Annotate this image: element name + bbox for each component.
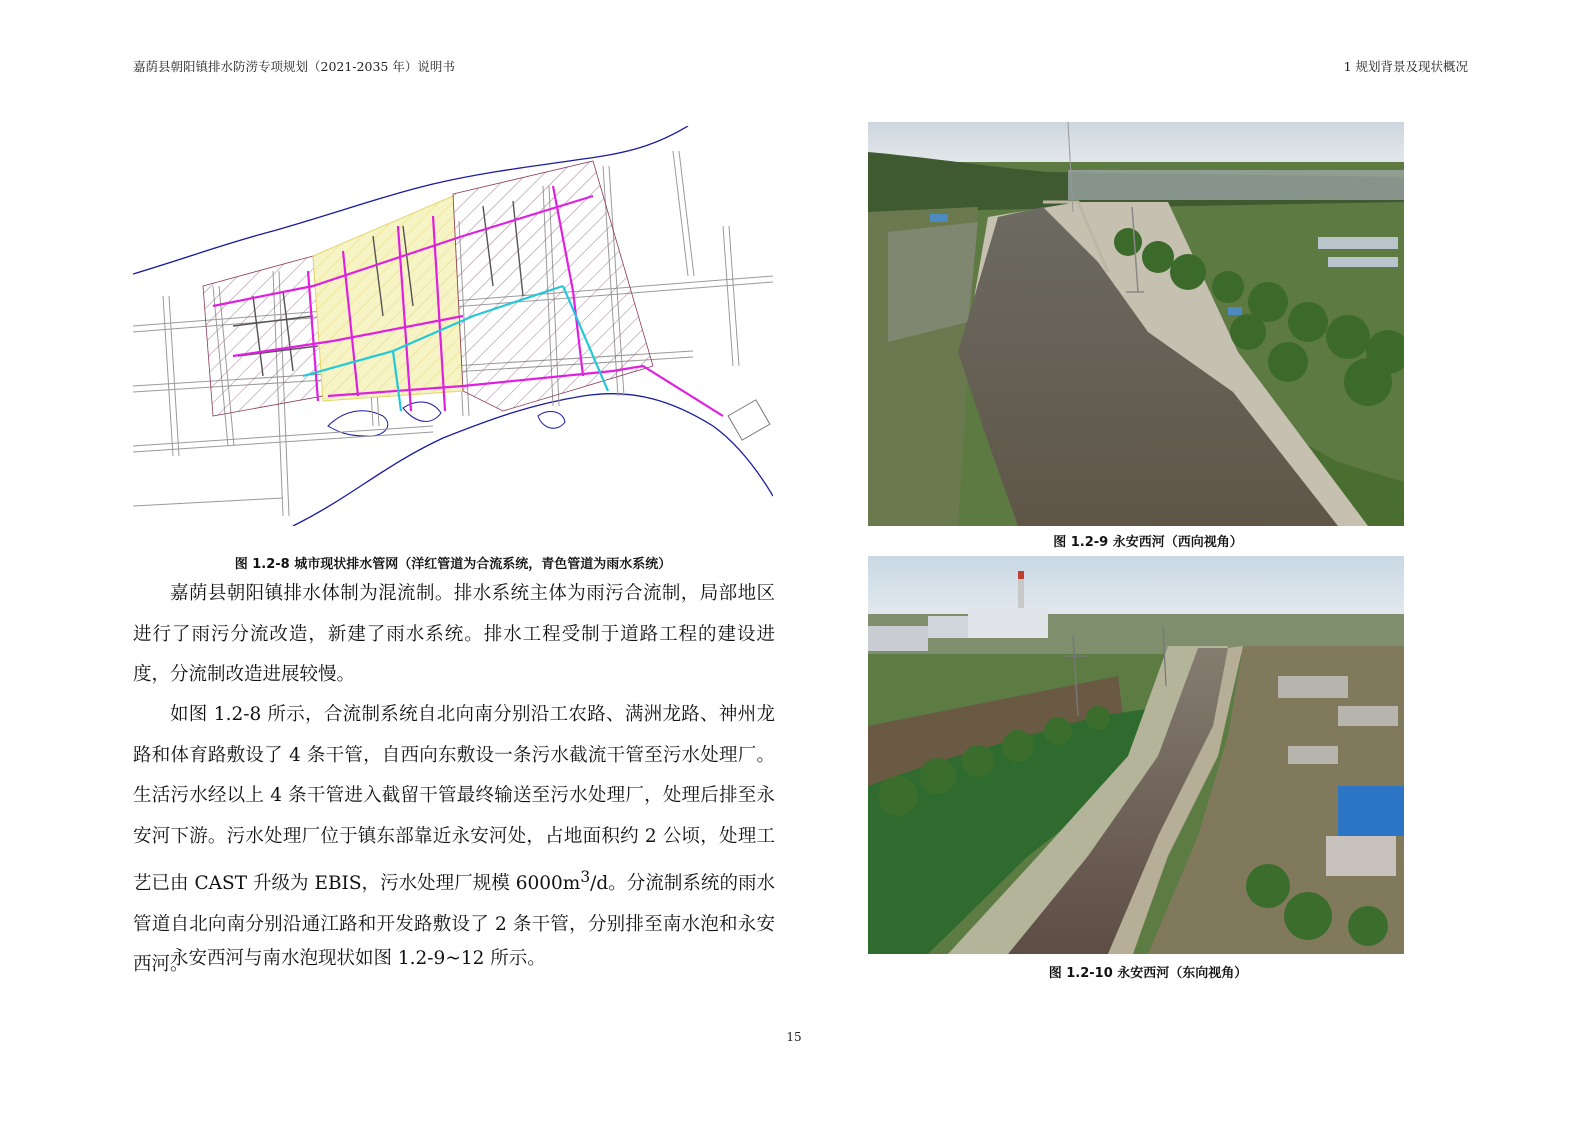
header-doc-title: 嘉荫县朝阳镇排水防涝专项规划（2021-2035 年）说明书 — [133, 59, 455, 74]
map-caption: 图 1.2-8 城市现状排水管网（洋红管道为合流系统，青色管道为雨水系统） — [234, 557, 672, 572]
zone-west — [203, 256, 323, 416]
photo2-caption: 图 1.2-10 永安西河（东向视角） — [1048, 966, 1248, 981]
body-paragraph-2-part-b: /d。分流制系统的雨水管道自北向南分别沿通江路和开发路敷设了 2 条干管，分别排至南水泡和永安西河。 — [133, 873, 776, 976]
zone-east — [453, 161, 653, 411]
body-paragraph-3: 永安西河与南水泡现状如图 1.2-9~12 所示。 — [170, 948, 546, 969]
unit-superscript: 3 — [580, 868, 591, 886]
page-number: 15 — [786, 1030, 802, 1044]
body-paragraph-2-part-a: 如图 1.2-8 所示，合流制系统自北向南分别沿工农路、满洲龙路、神州龙路和体育路敷设了 4 条干管，自西向东敷设一条污水截流干管至污水处理厂。生活污水经以上 4 条干管进入截留干管最终输送至污水处理厂，处理后排至永安河下游。污水处理厂位于镇东部靠近永安河处，占地面积约 2 公顷，处理工艺已由 CAST 升级为 EBIS，污水处理厂规模 6000m — [133, 704, 775, 895]
body-paragraph-1: 嘉荫县朝阳镇排水体制为混流制。排水系统主体为雨污合流制，局部地区进行了雨污分流改造，新建了雨水系统。排水工程受制于道路工程的建设进度，分流制改造进展较慢。 — [133, 583, 775, 685]
south-river — [293, 394, 773, 526]
header-section: 1 规划背景及现状概况 — [1343, 59, 1468, 74]
river-photo-west-view — [868, 122, 1404, 526]
drainage-network-map — [133, 126, 773, 526]
photo1-caption: 图 1.2-9 永安西河（西向视角） — [1053, 535, 1243, 550]
river-photo-east-view — [868, 556, 1404, 954]
